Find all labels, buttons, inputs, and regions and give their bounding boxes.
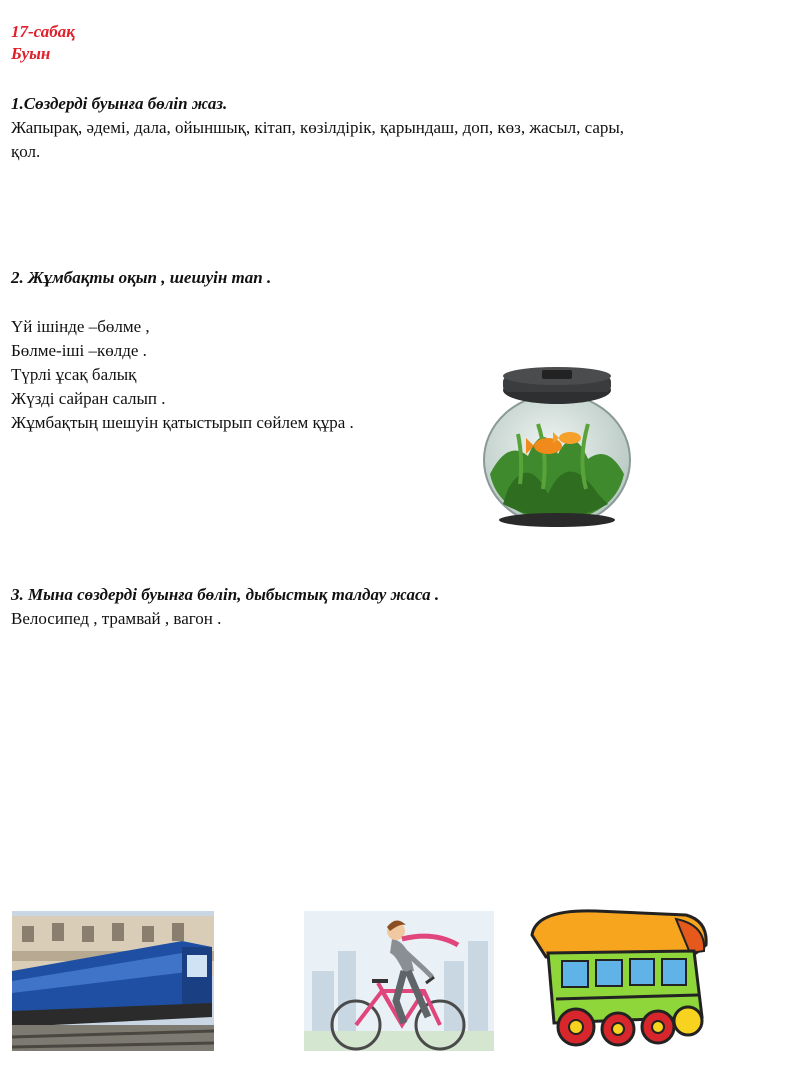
riddle-line-5: Жұмбақтың шешуін қатыстырып сөйлем құра .: [11, 413, 354, 432]
riddle-line-2: Бөлме-іші –көлде .: [11, 341, 147, 360]
lesson-number: 17-сабақ: [11, 22, 75, 41]
lesson-topic: Буын: [11, 44, 51, 63]
riddle-line-4: Жүзді сайран салып .: [11, 389, 166, 408]
aquarium-icon: [478, 364, 636, 528]
train-photo-icon: [12, 911, 214, 1051]
cyclist-icon: [304, 911, 494, 1051]
toy-wagon-icon: [526, 905, 712, 1051]
task1-words-line1: Жапырақ, әдемі, дала, ойыншық, кітап, көзілдірік, қарындаш, доп, көз, жасыл, сары,: [11, 118, 625, 137]
task3-words: Велосипед , трамвай , вагон .: [11, 609, 222, 628]
task1-words-line2: қол.: [11, 142, 41, 161]
task3-heading: 3. Мына сөздерді буынға бөліп, дыбыстық талдау жаса .: [11, 585, 440, 604]
task1-heading: 1.Сөздерді буынға бөліп жаз.: [11, 94, 228, 113]
riddle-line-1: Үй ішінде –бөлме ,: [11, 317, 150, 336]
task2-heading: 2. Жұмбақты оқып , шешуін тап .: [11, 268, 272, 287]
riddle-line-3: Түрлі ұсақ балық: [11, 365, 137, 384]
